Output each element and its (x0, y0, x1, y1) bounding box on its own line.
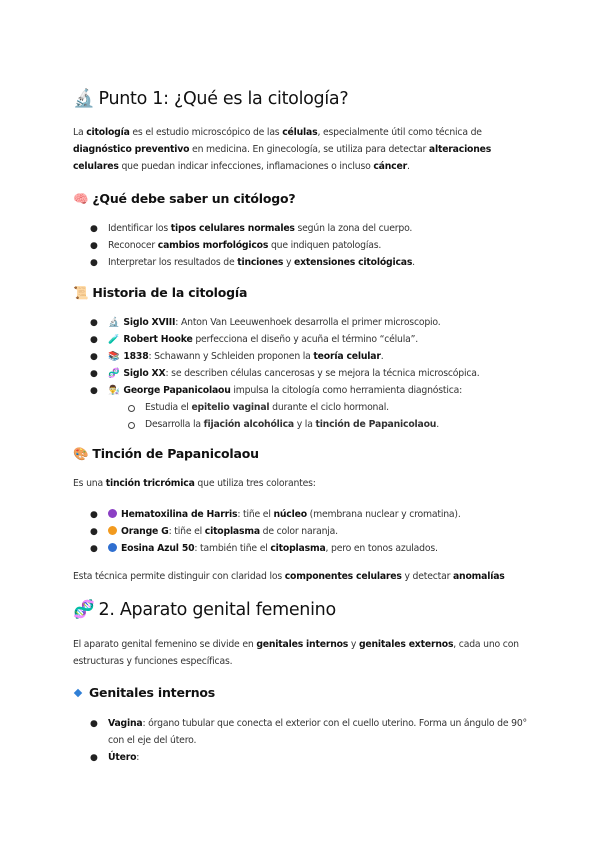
list-item: Vagina: órgano tubular que conecta el exterior con el cuello uterino. Forma un ángulo de 90° con el eje del útero. (108, 718, 527, 746)
list-item: Reconocer cambios morfológicos que indiquen patologías. (108, 240, 382, 251)
bullet: ● (90, 386, 98, 396)
dna-icon: 🧬 (73, 600, 95, 620)
scroll-icon: 📜 (73, 285, 89, 300)
sub-bullet (128, 422, 135, 429)
sub-list-item: Estudia el epitelio vaginal durante el ciclo hormonal. (145, 402, 389, 413)
section1-intro: La citología es el estudio microscópico de las células, especialmente útil como técnica de diagnóstico preventivo en medicina. En ginecología, se utiliza para detectar alteraciones celulares que puedan indicar infecciones, inflamaciones o incluso cáncer. (73, 127, 492, 172)
list-item: Útero: (108, 752, 140, 763)
scientist-icon: 👨‍🔬 (108, 385, 120, 396)
stain-heading: 🎨 Tinción de Papanicolaou (73, 446, 259, 461)
list-item: Hematoxilina de Harris: tiñe el núcleo (membrana nuclear y cromatina). (108, 506, 461, 523)
blue-diamond-icon (74, 689, 82, 697)
list-item: 🧪 Robert Hooke perfecciona el diseño y acuña el término “célula”. (108, 331, 418, 348)
bullet: ● (90, 352, 98, 362)
blue-circle-icon (108, 543, 117, 552)
history-heading: 📜 Historia de la citología (73, 285, 248, 300)
list-item: 🧬 Siglo XX: se describen células cancerosas y se mejora la técnica microscópica. (108, 365, 480, 382)
bullet: ● (90, 510, 98, 520)
bullet: ● (90, 258, 98, 268)
bullet: ● (90, 719, 98, 729)
bullet: ● (90, 241, 98, 251)
bullet: ● (90, 224, 98, 234)
stain-intro: Es una tinción tricrómica que utiliza tres colorantes: (73, 478, 316, 489)
sub-bullet (128, 405, 135, 412)
palette-icon: 🎨 (73, 446, 89, 461)
test-tube-icon: 🧪 (108, 334, 120, 345)
list-item: Identificar los tipos celulares normales según la zona del cuerpo. (108, 223, 413, 234)
section2-intro: El aparato genital femenino se divide en genitales internos y genitales externos, cada uno con estructuras y funciones específicas. (73, 639, 519, 667)
list-item: Orange G: tiñe el citoplasma de color naranja. (108, 523, 338, 540)
section1-heading: 🔬 Punto 1: ¿Qué es la citología? (73, 89, 349, 109)
bullet: ● (90, 527, 98, 537)
bullet: ● (90, 369, 98, 379)
list-item: 📚 1838: Schawann y Schleiden proponen la teoría celular. (108, 348, 383, 365)
list-item: Interpretar los resultados de tinciones y extensiones citológicas. (108, 257, 415, 268)
list-item: Eosina Azul 50: también tiñe el citoplasma, pero en tonos azulados. (108, 540, 438, 557)
know-heading: 🧠 ¿Qué debe saber un citólogo? (73, 191, 296, 206)
list-item: 🔬 Siglo XVIII: Anton Van Leeuwenhoek desarrolla el primer microscopio. (108, 314, 441, 331)
microscope-icon: 🔬 (73, 89, 95, 109)
internal-heading: Genitales internos (73, 685, 215, 700)
brain-icon: 🧠 (73, 191, 89, 206)
sub-list-item: Desarrolla la fijación alcohólica y la tinción de Papanicolaou. (145, 419, 439, 430)
purple-circle-icon (108, 509, 117, 518)
section2-heading: 🧬 2. Aparato genital femenino (73, 600, 336, 620)
bullet: ● (90, 753, 98, 763)
bullet: ● (90, 318, 98, 328)
bullet: ● (90, 544, 98, 554)
list-item: 👨‍🔬 George Papanicolaou impulsa la citología como herramienta diagnóstica: (108, 382, 462, 399)
stain-outro: Esta técnica permite distinguir con claridad los componentes celulares y detectar anomalías (73, 571, 505, 582)
orange-circle-icon (108, 526, 117, 535)
dna-icon: 🧬 (108, 368, 120, 379)
books-icon: 📚 (108, 351, 120, 362)
microscope-icon: 🔬 (108, 317, 120, 328)
bullet: ● (90, 335, 98, 345)
